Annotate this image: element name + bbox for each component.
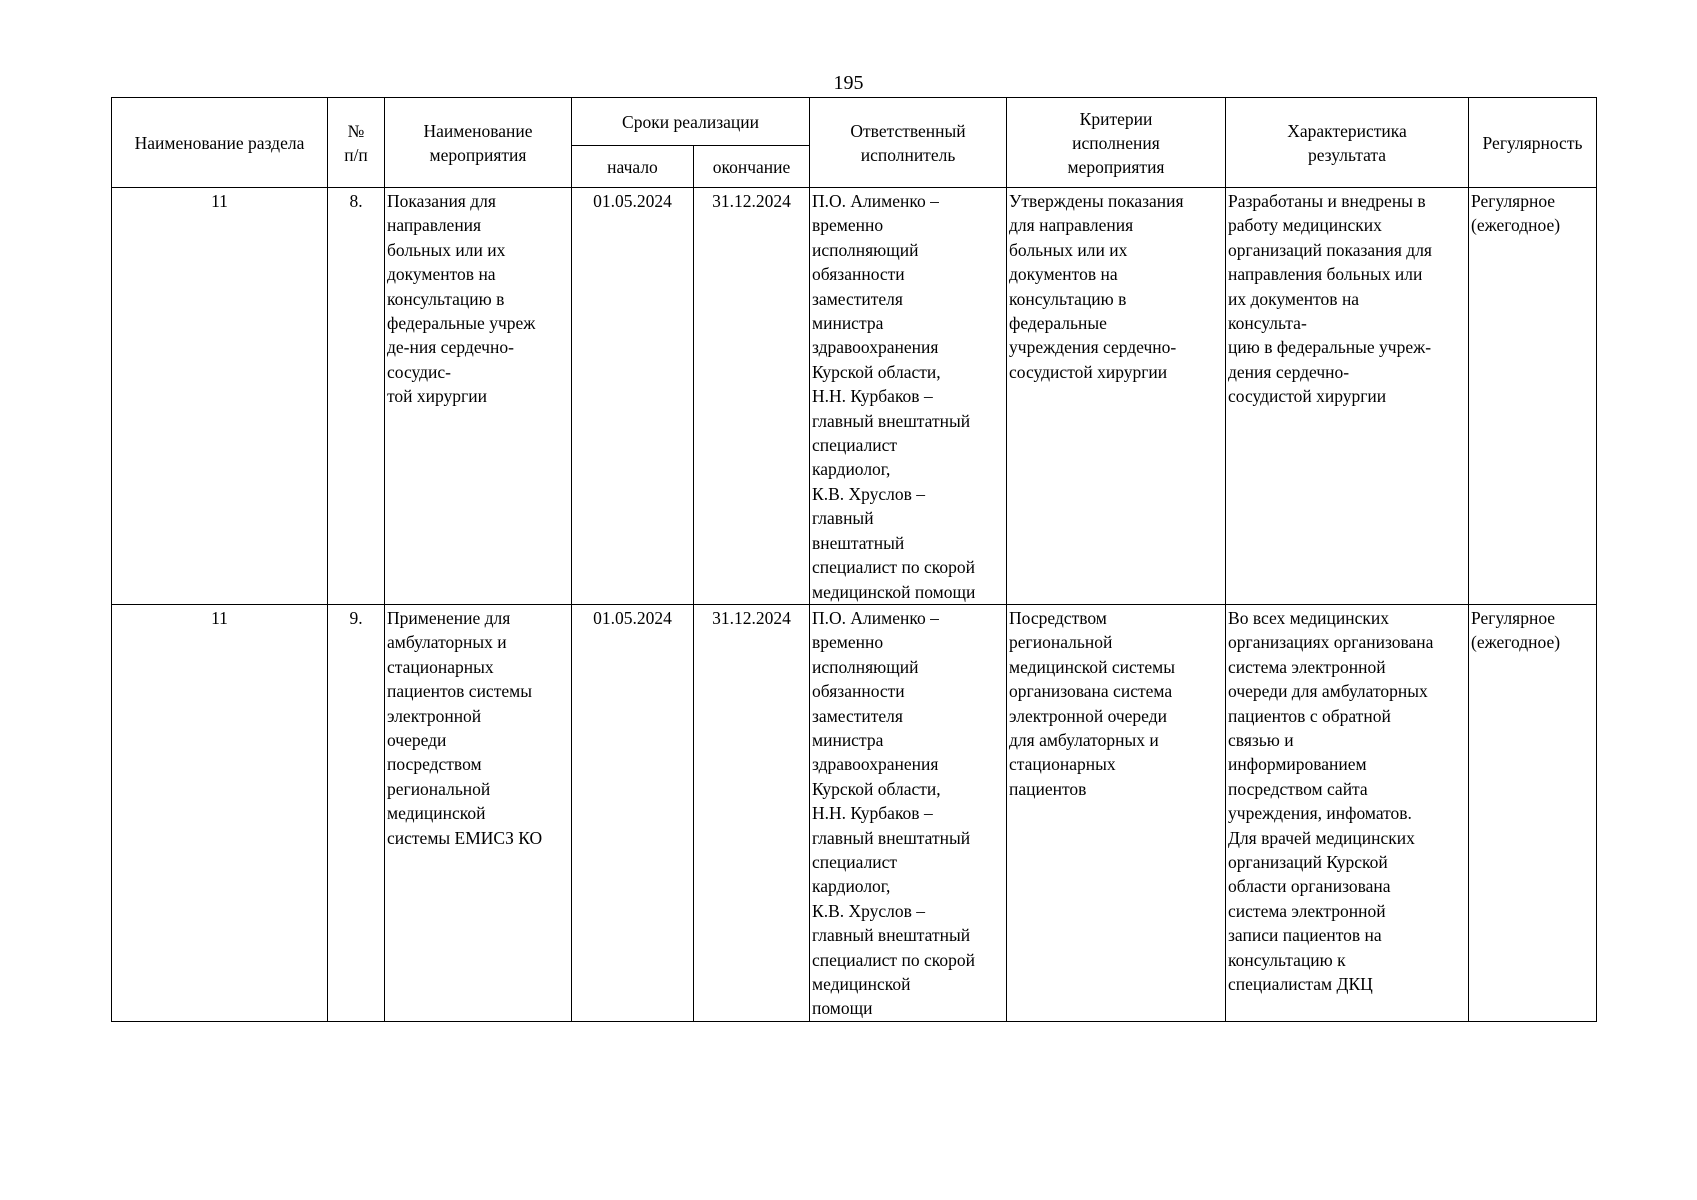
row-start-date: 01.05.2024 [572,188,694,605]
row-end-date: 31.12.2024 [694,604,810,1021]
header-result-line2: результата [1307,145,1387,165]
table-row [112,188,1597,605]
row-section: 11 [112,188,328,605]
cell-line: К.В. Хруслов – [812,483,926,504]
header-criteria [1007,98,1226,188]
cell-line: больных или их [1009,239,1128,260]
row-section: 11 [112,604,328,1021]
cell-line: здравоохранения [812,337,939,358]
cell-line: для направления [1009,215,1134,236]
cell-line: консульта- [1228,313,1307,334]
cell-line: специалист [812,851,898,872]
cell-line: сосудис- [387,361,452,382]
row-result [1226,604,1469,1021]
activities-table [111,97,1597,1022]
row-responsible [810,604,1007,1021]
row-regularity [1469,604,1597,1021]
cell-line: Разработаны и внедрены в [1228,191,1426,211]
cell-line: (ежегодное) [1471,632,1561,653]
cell-line: документов на [387,264,496,285]
header-end [694,146,810,188]
header-timeline [572,98,810,146]
cell-line: министра [812,729,884,750]
cell-line: их документов на [1228,288,1360,309]
cell-line: заместителя [812,705,903,726]
cell-line: сосудистой хирургии [1009,361,1168,382]
cell-line: главный внештатный [812,827,971,848]
cell-line: электронной очереди [1009,705,1167,726]
header-end-label: окончание [712,157,791,177]
row-criteria [1007,604,1226,1021]
row-number: 8. [328,188,385,605]
cell-line: главный внештатный [812,410,971,431]
cell-line: работу медицинских [1228,215,1382,236]
cell-line: посредством сайта [1228,778,1368,799]
cell-line: специалист [812,435,898,456]
header-timeline-label: Сроки реализации [622,112,759,132]
header-number [328,98,385,188]
cell-line: система электронной [1228,656,1386,677]
cell-line: Курской области, [812,778,941,799]
cell-line: система электронной [1228,900,1386,921]
cell-line: медицинской [812,974,911,994]
cell-line: дения сердечно- [1228,361,1350,382]
row-regularity [1469,188,1597,605]
cell-line: кардиолог, [812,876,891,897]
cell-line: временно [812,215,884,236]
cell-line: специалист по скорой [812,949,975,970]
cell-line: временно [812,632,884,653]
cell-line: Н.Н. Курбаков – [812,803,933,824]
cell-line: учреждения сердечно- [1009,337,1177,358]
header-activity-line1: Наименование [423,121,533,141]
cell-line: области организована [1228,876,1391,897]
cell-line: де-ния сердечно- [387,337,514,358]
cell-line: здравоохранения [812,754,939,775]
cell-line: главный [812,508,874,529]
cell-line: специалист по скорой [812,557,975,578]
header-section [112,98,328,188]
cell-line: региональной [1009,632,1113,653]
cell-line: пациентов системы [387,681,532,702]
header-responsible-line1: Ответственный [850,121,966,141]
cell-line: исполняющий [812,239,919,260]
row-activity [385,604,572,1021]
cell-line: консультацию к [1228,949,1346,970]
cell-line: заместителя [812,288,903,309]
cell-line: направления больных или [1228,264,1423,285]
header-start-label: начало [607,157,658,177]
header-number-line1: № [347,121,365,141]
cell-line: региональной [387,778,491,799]
cell-line: сосудистой хирургии [1228,386,1387,407]
cell-line: Посредством [1009,607,1107,628]
cell-line: обязанности [812,681,905,702]
cell-line: главный внештатный [812,925,971,946]
cell-line: организаций Курской [1228,851,1388,872]
cell-line: Регулярное [1471,607,1556,628]
cell-line: документов на [1009,264,1118,285]
header-criteria-line2: исполнения [1072,133,1160,153]
table-row [112,604,1597,1021]
cell-line: помощи [812,998,873,1019]
header-activity-line2: мероприятия [429,145,527,165]
cell-line: К.В. Хруслов – [812,900,926,921]
header-criteria-line1: Критерии [1079,109,1153,129]
row-responsible [810,188,1007,605]
row-activity [385,188,572,605]
row-criteria [1007,188,1226,605]
header-responsible [810,98,1007,188]
row-end-date: 31.12.2024 [694,188,810,605]
cell-line: организациях организована [1228,632,1434,653]
cell-line: организована система [1009,681,1173,702]
cell-line: больных или их [387,239,506,260]
cell-line: системы ЕМИСЗ КО [387,827,543,848]
cell-line: медицинской системы [1009,656,1176,677]
cell-line: направления [387,215,482,236]
cell-line: посредством [387,754,482,775]
cell-line: медицинской [387,803,486,824]
header-regularity-label: Регулярность [1482,133,1583,153]
cell-line: федеральные [1009,313,1107,334]
cell-line: Показания для [387,191,496,211]
cell-line: министра [812,313,884,334]
cell-line: информированием [1228,754,1367,775]
header-criteria-line3: мероприятия [1067,157,1165,177]
cell-line: Для врачей медицинских [1228,827,1415,848]
header-responsible-line2: исполнитель [860,145,956,165]
cell-line: Н.Н. Курбаков – [812,386,933,407]
header-number-line2: п/п [344,145,368,165]
cell-line: консультацию в [387,288,505,309]
cell-line: для амбулаторных и [1009,729,1159,750]
header-result [1226,98,1469,188]
cell-line: Утверждены показания [1009,191,1184,211]
cell-line: амбулаторных и [387,632,507,653]
cell-line: консультацию в [1009,288,1127,309]
cell-line: Регулярное [1471,191,1556,211]
cell-line: цию в федеральные учреж- [1228,337,1432,358]
header-result-line1: Характеристика [1287,121,1407,141]
header-start [572,146,694,188]
cell-line: обязанности [812,264,905,285]
row-result [1226,188,1469,605]
cell-line: кардиолог, [812,459,891,480]
cell-line: стационарных [387,656,494,677]
header-regularity [1469,98,1597,188]
cell-line: Во всех медицинских [1228,607,1389,628]
table-header [112,98,1597,188]
cell-line: исполняющий [812,656,919,677]
cell-line: связью и [1228,729,1294,750]
cell-line: П.О. Алименко – [812,607,939,628]
cell-line: (ежегодное) [1471,215,1561,236]
cell-line: стационарных [1009,754,1116,775]
cell-line: организаций показания для [1228,239,1432,260]
cell-line: специалистам ДКЦ [1228,974,1373,994]
cell-line: внештатный [812,532,905,553]
cell-line: медицинской помощи [812,581,976,602]
cell-line: федеральные учреж [387,313,536,334]
cell-line: пациентов [1009,778,1087,799]
cell-line: очереди [387,729,447,750]
header-activity [385,98,572,188]
table-body [112,188,1597,1022]
cell-line: Курской области, [812,361,941,382]
cell-line: той хирургии [387,386,487,407]
row-number: 9. [328,604,385,1021]
cell-line: электронной [387,705,482,726]
cell-line: очереди для амбулаторных [1228,681,1428,702]
cell-line: учреждения, инфоматов. [1228,803,1412,824]
cell-line: Применение для [387,607,511,628]
cell-line: П.О. Алименко – [812,191,939,211]
row-start-date: 01.05.2024 [572,604,694,1021]
cell-line: пациентов с обратной [1228,705,1391,726]
cell-line: записи пациентов на [1228,925,1382,946]
page-number: 195 [833,72,864,94]
header-section-label: Наименование раздела [134,133,305,153]
